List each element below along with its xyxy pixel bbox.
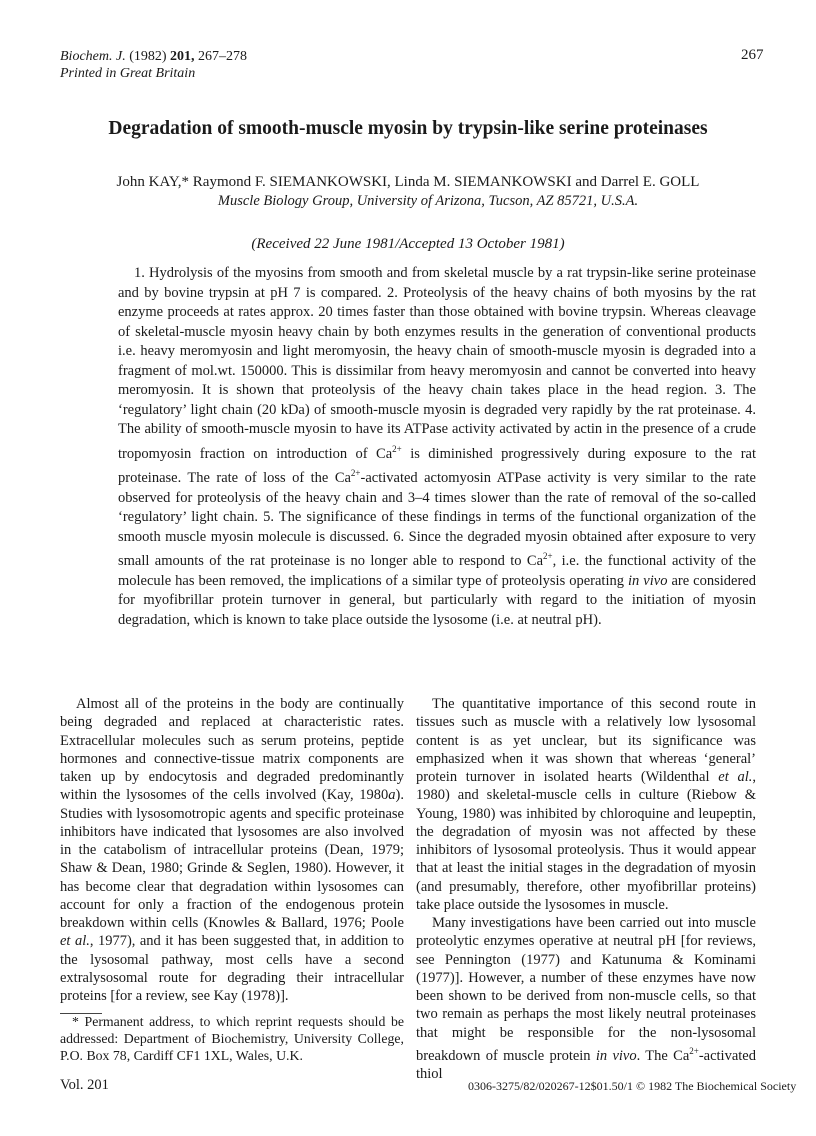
volume-footer: Vol. 201	[60, 1077, 109, 1093]
left-column	[60, 695, 404, 1064]
right-column	[416, 695, 756, 1083]
article-title: Degradation of smooth-muscle myosin by trypsin-like serine proteinases	[108, 118, 708, 139]
printed-line: Printed in Great Britain	[60, 66, 196, 81]
footnote-rule	[60, 1013, 102, 1014]
author-block	[0, 173, 816, 211]
paragraph: The quantitative importance of this second route in tissues such as muscle with a relatively low lysosomal content is as yet unclear, but its significance was emphasized when it was shown that whereas ‘general’ protein turnover in isolated hearts (Wildenthal et al., 1980) and skeletal-muscle cells in culture (Riebow & Young, 1980) was inhibited by chloroquine and leupeptin, the degradation of myosin was not affected by these inhibitors of lysosomal proteolysis. Thus it would appear that at least the initial stages in the degradation of myosin (and presumably, therefore, other myofibrillar proteins) take place outside the lysosomes in muscle.	[416, 696, 756, 913]
journal-header	[60, 48, 247, 82]
intro-paragraph: Almost all of the proteins in the body are continually being degraded and replaced at characteristic rates. Extracellular molecules such as serum proteins, peptide hormones and connective-tissue matrix components are taken up by endocytosis and degraded predominantly within the lysosomes of the cells involved (Kay, 1980a). Studies with lysosomotropic agents and specific proteinase inhibitors have indicated that lysosomes are also involved in the catabolism of intracellular proteins (Dean, 1979; Shaw & Dean, 1980; Grinde & Seglen, 1980). However, it has become clear that degradation within lysosomes can account for only a fraction of the endogenous protein breakdown within cells (Knowles & Ballard, 1976; Poole et al., 1977), and it has been suggested that, in addition to the lysosomal pathway, most cells have a second extralysosomal route for degrading their intracellular proteins [for a review, see Kay (1978)].	[60, 696, 404, 1004]
author-list: John KAY,* Raymond F. SIEMANKOWSKI, Linda M. SIEMANKOWSKI and Darrel E. GOLL	[116, 174, 700, 190]
copyright-code: 0306-3275/82/020267-12$01.50/1 © 1982 The Biochemical Society	[468, 1079, 797, 1093]
paragraph: Many investigations have been carried out into muscle proteolytic enzymes operative at neutral pH [for reviews, see Pennington (1977) and Katunuma & Kominami (1977)]. However, a number of these enzymes have now been shown to be derived from non-muscle cells, so that two remain as perhaps the most likely neutral proteinases that might be responsible for the non-lysosomal breakdown of muscle protein in vivo. The $Ca^{2+}$-activated thiol	[416, 915, 756, 1082]
footnote: * Permanent address, to which reprint requests should be addressed: Department of Biochemistry, University College, P.O. Box 78, Cardiff CF1 1XL, Wales, U.K.	[60, 1014, 404, 1064]
page-number: 267	[741, 47, 764, 63]
citation: Biochem. J. (1982) 201, 267–278	[60, 49, 248, 64]
affiliation: Muscle Biology Group, University of Arizona, Tucson, AZ 85721, U.S.A.	[217, 193, 639, 209]
abstract: 1. Hydrolysis of the myosins from smooth and from skeletal muscle by a rat trypsin-like serine proteinase and by bovine trypsin at pH 7 is compared. 2. Proteolysis of the heavy chains of both myosins by the rat enzyme proceeds at rates approx. 20 times faster than those obtained with bovine trypsin. Whereas cleavage of skeletal-muscle myosin heavy chain by both enzymes results in the generation of conventional products i.e. heavy meromyosin and light meromyosin, the heavy chain of smooth-muscle myosin is degraded into a fragment of mol.wt. 150000. This is dissimilar from heavy meromyosin and cannot be converted into heavy meromyosin. It is shown that proteolysis of the heavy chain takes place in the head region. 3. The ‘regulatory’ light chain (20 kDa) of smooth-muscle myosin is degraded very rapidly by the rat proteinase. 4. The ability of smooth-muscle myosin to have its ATPase activity activated by actin in the presence of a crude tropomyosin fraction on introduction of $Ca^{2+}$ is diminished progressively during exposure to the rat proteinase. The rate of loss of the $Ca^{2+}$-activated actomyosin ATPase activity is very similar to the rate observed for proteolysis of the heavy chain and 3–4 times slower than the rate of removal of the so-called ‘regulatory’ light chain. 5. The significance of these findings in terms of the functional organization of the smooth muscle myosin molecule is discussed. 6. Since the degraded myosin obtained after exposure to very small amounts of the rat proteinase is no longer able to respond to $Ca^{2+}$, i.e. the functional activity of the molecule has been removed, the implications of a similar type of proteolysis operating in vivo are considered for myofibrillar protein turnover in general, but particularly with regard to the initiation of myosin degradation, which is known to take place outside the lysosome (i.e. at neutral pH).	[118, 265, 756, 628]
received-dates: (Received 22 June 1981/Accepted 13 October 1981)	[251, 236, 565, 252]
